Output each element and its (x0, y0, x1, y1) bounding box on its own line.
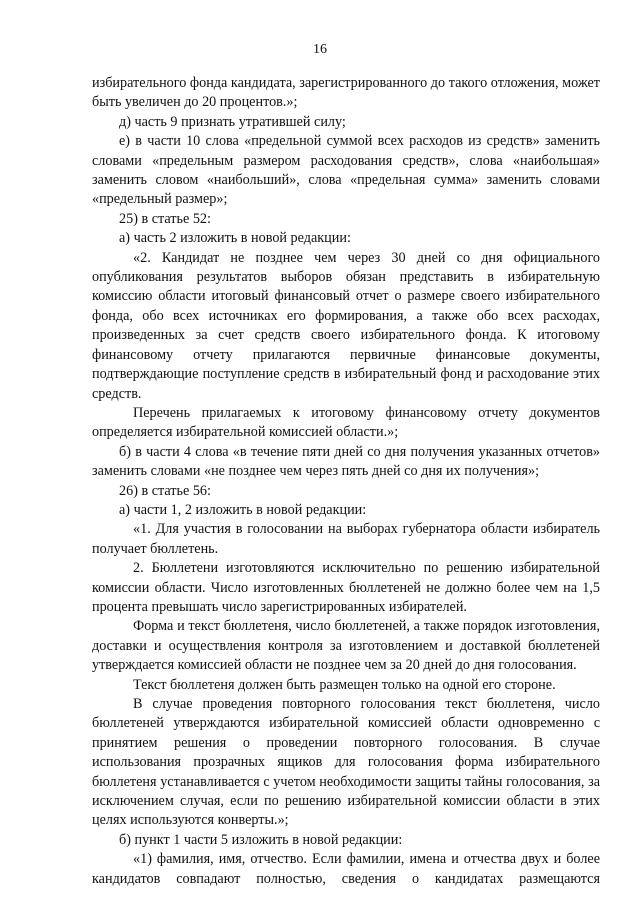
paragraph: 25) в статье 52: (119, 210, 211, 227)
paragraph: а) части 1, 2 изложить в новой редакции: (119, 501, 367, 518)
paragraph: избирательного фонда кандидата, зарегистрированного до такого отложения, может быть увеличен до 20 процентов.»; (92, 75, 600, 111)
document-body (92, 74, 600, 889)
paragraph: б) пункт 1 части 5 изложить в новой редакции: (119, 831, 403, 848)
paragraph: Форма и текст бюллетеня, число бюллетеней, а также порядок изготовления, доставки и осуществления контроля за изготовлением и доставкой бюллетеней утверждается комиссией области не позднее чем за 20 дней до дня голосования. (92, 618, 600, 674)
paragraph: «2. Кандидат не позднее чем через 30 дней со дня официального опубликования результатов выборов обязан представить в избирательную комиссию области итоговый финансовый отчет о размере своего избирательного фонда, обо всех источниках его формирования, а также обо всех расходах, произведенных за счет средств своего избирательного фонда. К итоговому финансовому отчету прилагаются первичные финансовые документы, подтверждающие поступление средств в избирательный фонд и расходование этих средств. (92, 249, 600, 402)
paragraph: «1) фамилия, имя, отчество. Если фамилии, имена и отчества двух и более кандидатов совпадают полностью, сведения о кандидатах размещаются (92, 851, 600, 887)
paragraph: 2. Бюллетени изготовляются исключительно по решению избирательной комиссии области. Число изготовленных бюллетеней не должно более чем на 1,5 процента превышать число зарегистрированных избирателей. (92, 560, 600, 615)
paragraph: Перечень прилагаемых к итоговому финансовому отчету документов определяется избирательной комиссией области.»; (92, 404, 600, 441)
paragraph: В случае проведения повторного голосования текст бюллетеня, число бюллетеней утверждаются избирательной комиссией области одновременно с принятием решения о проведении повторного голосования. В случае использования прозрачных ящиков для голосования форма избирательного бюллетеня устанавливается с учетом необходимости защиты тайны голосования, за исключением случая, если по решению избирательной комиссии области в этих целях используются конверты.»; (92, 696, 600, 829)
paragraph: Текст бюллетеня должен быть размещен только на одной его стороне. (133, 676, 556, 693)
paragraph: б) в части 4 слова «в течение пяти дней со дня получения указанных отчетов» заменить словами «не позднее чем через пять дней со дня их получения»; (92, 443, 600, 480)
paragraph: «1. Для участия в голосовании на выборах губернатора области избиратель получает бюллетень. (92, 521, 600, 557)
paragraph: а) часть 2 изложить в новой редакции: (119, 230, 351, 247)
paragraph: 26) в статье 56: (119, 482, 211, 499)
paragraph: д) часть 9 признать утратившей силу; (119, 113, 346, 130)
page-number: 16 (313, 42, 327, 57)
paragraph: е) в части 10 слова «предельной суммой всех расходов из средств» заменить словами «предельным размером расходования средств», слова «наибольшая» заменить словом «наибольший», слова «предельная сумма» заменить словами «предельный размер»; (92, 133, 600, 208)
